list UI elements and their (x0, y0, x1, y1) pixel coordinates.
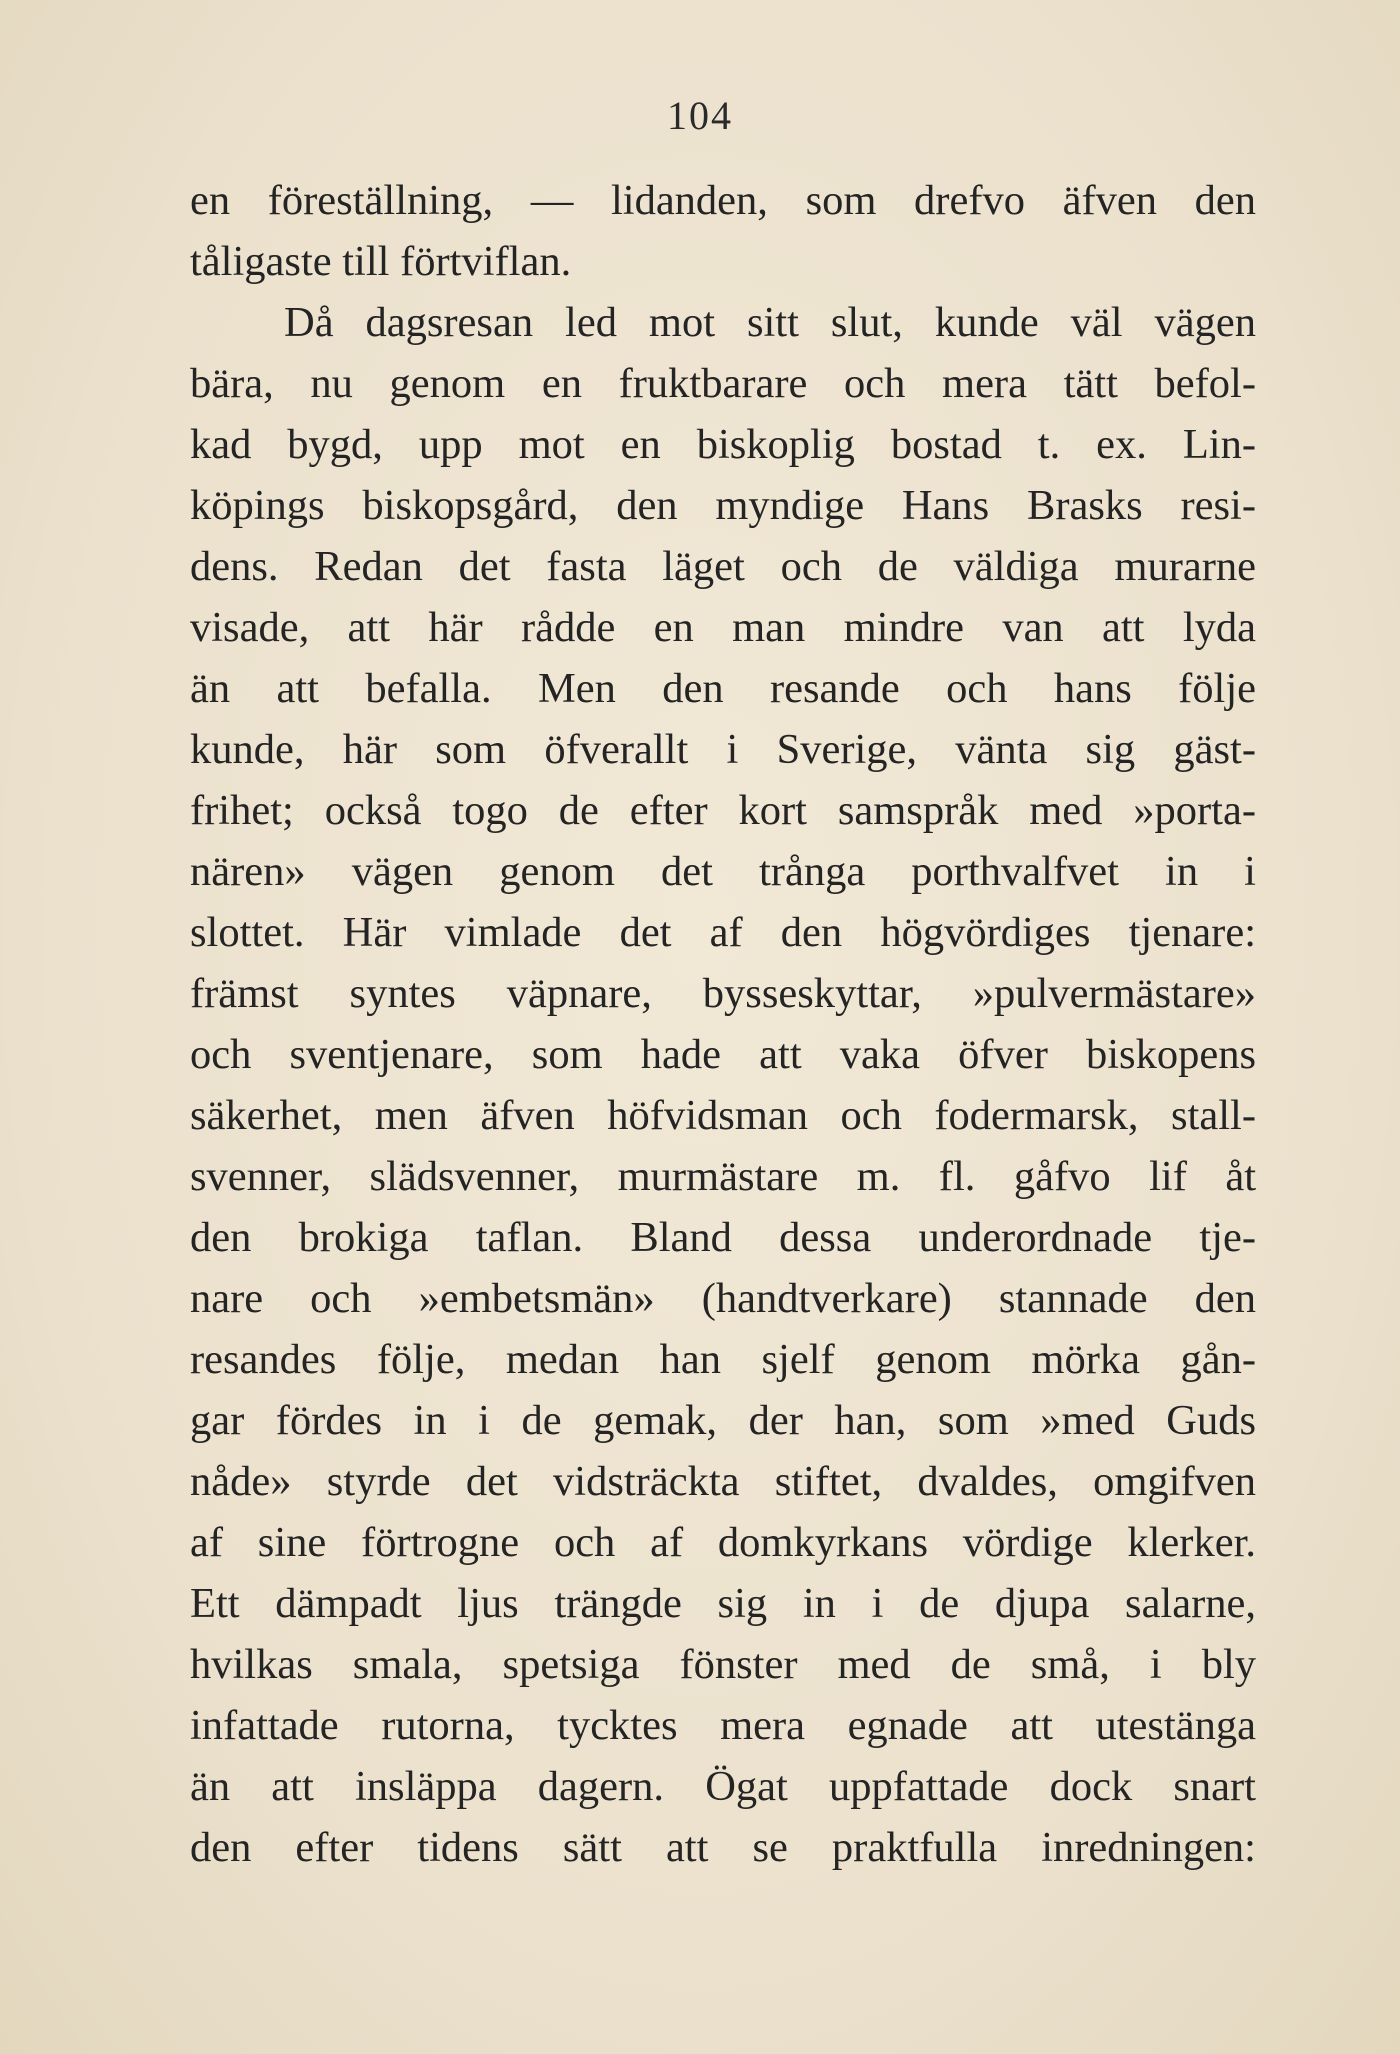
text-line: den brokiga taflan. Bland dessa underordnade tje- (190, 1214, 1256, 1261)
text-line: af sine förtrogne och af domkyrkans vördige klerker. (190, 1519, 1256, 1566)
text-line: infattade rutorna, tycktes mera egnade att utestänga (190, 1702, 1256, 1749)
page-number: 104 (667, 93, 733, 138)
text-line: visade, att här rådde en man mindre van att lyda (190, 604, 1256, 651)
text-line: dens. Redan det fasta läget och de väldiga murarne (190, 543, 1256, 590)
text-line: Då dagsresan led mot sitt slut, kunde väl vägen (284, 299, 1256, 346)
text-line: nären» vägen genom det trånga porthvalfvet in i (190, 848, 1256, 895)
text-line: svenner, slädsvenner, murmästare m. fl. gåfvo lif åt (190, 1153, 1256, 1200)
text-line: bära, nu genom en fruktbarare och mera tätt befol- (190, 360, 1256, 407)
text-line: och sventjenare, som hade att vaka öfver biskopens (190, 1031, 1256, 1078)
text-line: Ett dämpadt ljus trängde sig in i de djupa salarne, (190, 1580, 1256, 1627)
text-line: kunde, här som öfverallt i Sverige, vänta sig gäst- (190, 726, 1256, 773)
text-line: resandes följe, medan han sjelf genom mörka gån- (190, 1336, 1256, 1383)
text-line: nare och »embetsmän» (handtverkare) stannade den (190, 1275, 1256, 1322)
text-line: säkerhet, men äfven höfvidsman och fodermarsk, stall- (190, 1092, 1256, 1139)
body-text (190, 170, 1256, 1878)
text-line: främst syntes väpnare, bysseskyttar, »pulvermästare» (190, 970, 1256, 1017)
text-line: hvilkas smala, spetsiga fönster med de små, i bly (190, 1641, 1256, 1688)
text-line: gar fördes in i de gemak, der han, som »med Guds (190, 1397, 1256, 1444)
text-line: frihet; också togo de efter kort samspråk med »porta- (190, 787, 1256, 834)
text-line: än att insläppa dagern. Ögat uppfattade dock snart (190, 1763, 1256, 1810)
text-line: köpings biskopsgård, den myndige Hans Brasks resi- (190, 482, 1256, 529)
text-line: nåde» styrde det vidsträckta stiftet, dvaldes, omgifven (190, 1458, 1256, 1505)
text-line: än att befalla. Men den resande och hans följe (190, 665, 1256, 712)
text-line: tåligaste till förtviflan. (190, 238, 572, 285)
text-line: en föreställning, — lidanden, som drefvo äfven den (190, 177, 1256, 224)
text-line: den efter tidens sätt att se praktfulla inredningen: (190, 1824, 1256, 1871)
text-line: slottet. Här vimlade det af den högvördiges tjenare: (190, 909, 1256, 956)
text-line: kad bygd, upp mot en biskoplig bostad t. ex. Lin- (190, 421, 1256, 468)
